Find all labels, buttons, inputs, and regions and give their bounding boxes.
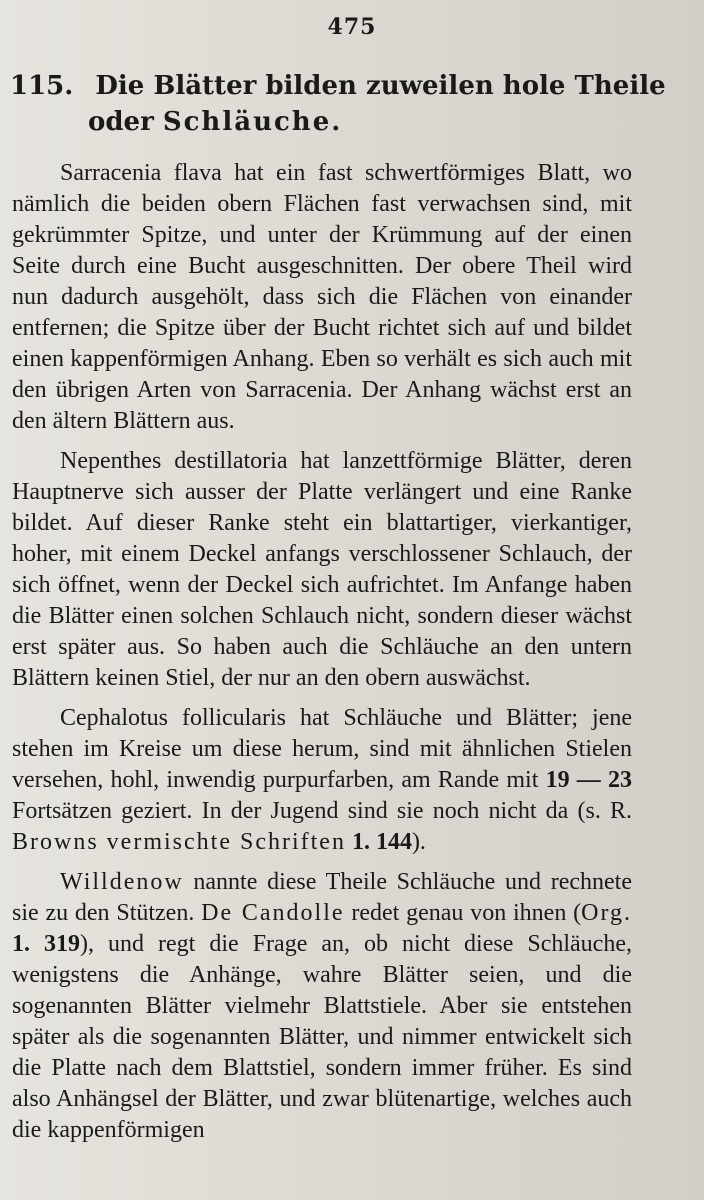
section-title-spaced-word: Schläuche bbox=[162, 107, 332, 137]
number-range: 19 — 23 bbox=[545, 767, 633, 793]
section-title-line-1: Die Blätter bilden zuweilen hole Theile bbox=[95, 71, 666, 101]
text-run: ). bbox=[411, 829, 426, 855]
text-run: redet genau von ihnen ( bbox=[344, 900, 582, 926]
section-title-line-2a: oder bbox=[88, 107, 163, 137]
heading-line-1 bbox=[10, 68, 690, 104]
text-run: nannte diese Theile Schläuche und rechnete sie zu den Stützen. bbox=[12, 869, 632, 926]
section-number: 115. bbox=[10, 71, 74, 101]
text-run: Fortsätzen geziert. In der Jugend sind sie noch nicht da (s. R. bbox=[12, 798, 632, 824]
section-heading bbox=[10, 68, 690, 140]
reference-number: 1. 144 bbox=[345, 829, 412, 855]
reference-org: Org. bbox=[581, 900, 632, 926]
page-number: 475 bbox=[327, 14, 377, 40]
author-name-de-candolle: De Candolle bbox=[201, 900, 345, 926]
text-run: Cephalotus follicularis hat Schläuche und Blätter; jene stehen im Kreise um diese herum, sind mit ähnlichen Stielen versehen, hohl, inwendig purpurfarben, am Rande mit bbox=[12, 705, 632, 793]
paragraph-sarracenia: Sarracenia flava hat ein fast schwertförmiges Blatt, wo nämlich die beiden obern Flächen fast verwachsen sind, mit gekrümmter Spitze, und unter der Krümmung auf der einen Seite durch eine Bucht ausgeschnitten. Der obere Theil wird nun dadurch ausgehölt, dass sich die Flächen von einander entfernen; die Spitze über der Bucht richtet sich auf und bildet einen kappenförmigen Anhang. Eben so verhält es sich auch mit den übrigen Arten von Sarracenia. Der Anhang wächst erst an den ältern Blättern aus. bbox=[12, 160, 632, 434]
paragraph-cephalotus bbox=[12, 703, 632, 858]
author-name-willdenow: Willdenow bbox=[60, 869, 184, 895]
reference-title: Browns vermischte Schriften bbox=[12, 829, 346, 855]
heading-line-2 bbox=[10, 104, 690, 140]
paragraph-willdenow bbox=[12, 867, 632, 1146]
paragraph-nepenthes: Nepenthes destillatoria hat lanzettförmige Blätter, deren Hauptnerve sich ausser der Platte verlängert und eine Ranke bildet. Auf dieser Ranke steht ein blattartiger, vierkantiger, hoher, mit einem Deckel anfangs verschlossener Schlauch, der sich öffnet, wenn der Deckel sich aufrichtet. Im Anfange haben die Blätter einen solchen Schlauch nicht, sondern dieser wächst erst später aus. So haben auch die Schläuche an den untern Blättern keinen Stiel, der nur an den obern auswächst. bbox=[12, 448, 632, 691]
body-text bbox=[12, 158, 632, 1155]
section-title-line-2b: . bbox=[331, 107, 341, 137]
text-run: ), und regt die Frage an, ob nicht diese Schläuche, wenigstens die Anhänge, wahre Blätter seien, und die sogenannten Blätter vielmehr Blattstiele. Aber sie entstehen später als die sogenannten Blätter, und nimmer entwickelt sich die Platte nach dem Blattstiel, sondern immer früher. Es sind also Anhängsel der Blätter, und zwar blütenartige, welches auch die kappenförmigen bbox=[12, 931, 632, 1143]
reference-number: 1. 319 bbox=[12, 931, 81, 957]
